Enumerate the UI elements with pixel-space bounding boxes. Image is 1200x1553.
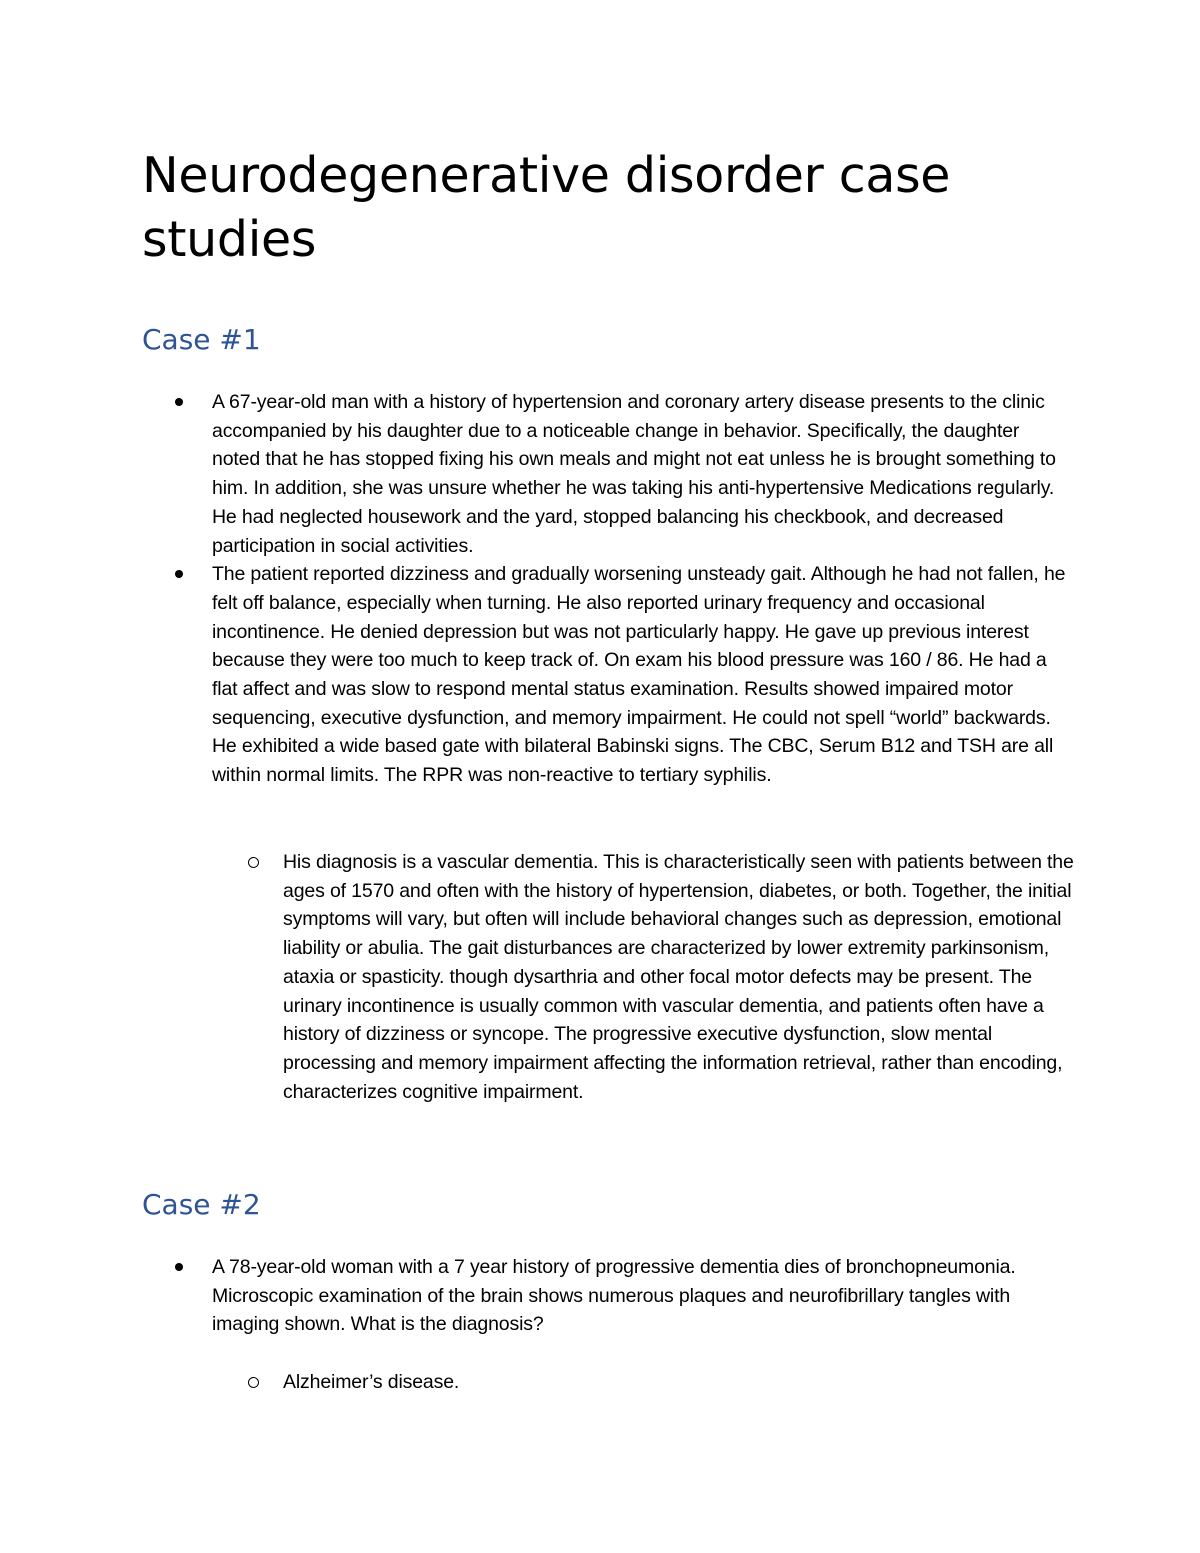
case-2-answer [283, 1368, 1083, 1397]
case-1-bullet-1-text: A 67-year-old man with a history of hypertension and coronary artery disease presents to the clinic accompanied by his daughter due to a noticeable change in behavior. Specifically, the daughter noted that he has stopped fixing his own meals and might not eat unless he is brought something to him. In addition, she was unsure whether he was taking his anti-hypertensive Medications regularly. He had neglected housework and the yard, stopped balancing his checkbook, and decreased participation in social activities. [212, 391, 1056, 557]
case-2-bullet-1-text: A 78-year-old woman with a 7 year history of progressive dementia dies of bronchopneumonia. Microscopic examination of the brain shows numerous plaques and neurofibrillary tangles with imaging shown. What is the diagnosis? [212, 1256, 1016, 1336]
circle-bullet-icon [248, 857, 259, 868]
case-1-bullet-2 [212, 560, 1072, 790]
case-1-answer [283, 848, 1083, 1106]
bullet-icon [175, 570, 183, 578]
case-2-heading: Case #2 [142, 1188, 261, 1221]
case-1-bullet-1 [212, 388, 1072, 560]
bullet-icon [175, 398, 183, 406]
case-2-bullet-1 [212, 1253, 1072, 1339]
document-title: Neurodegenerative disorder case studies [142, 147, 951, 268]
bullet-icon [175, 1263, 183, 1271]
case-2-answer-text: Alzheimer’s disease. [283, 1371, 460, 1393]
circle-bullet-icon [248, 1377, 259, 1388]
case-2-bullet-list [212, 1253, 1072, 1339]
case-1-bullet-2-text: The patient reported dizziness and gradually worsening unsteady gait. Although he had not fallen, he felt off balance, especially when turning. He also reported urinary frequency and occasional incontinence. He denied depression but was not particularly happy. He gave up previous interest because they were too much to keep track of. On exam his blood pressure was 160 / 86. He had a flat affect and was slow to respond mental status examination. Results showed impaired motor sequencing, executive dysfunction, and memory impairment. He could not spell “world” backwards. He exhibited a wide based gate with bilateral Babinski signs. The CBC, Serum B12 and TSH are all within normal limits. The RPR was non-reactive to tertiary syphilis. [212, 563, 1066, 787]
case-1-bullet-list [212, 388, 1072, 790]
case-1-heading: Case #1 [142, 323, 261, 356]
case-1-answer-text: His diagnosis is a vascular dementia. This is characteristically seen with patients between the ages of 1570 and often with the history of hypertension, diabetes, or both. Together, the initial symptoms will vary, but often will include behavioral changes such as depression, emotional liability or abulia. The gait disturbances are characterized by lower extremity parkinsonism, ataxia or spasticity. though dysarthria and other focal motor defects may be present. The urinary incontinence is usually common with vascular dementia, and patients often have a history of dizziness or syncope. The progressive executive dysfunction, slow mental processing and memory impairment affecting the information retrieval, rather than encoding, characterizes cognitive impairment. [283, 851, 1074, 1103]
